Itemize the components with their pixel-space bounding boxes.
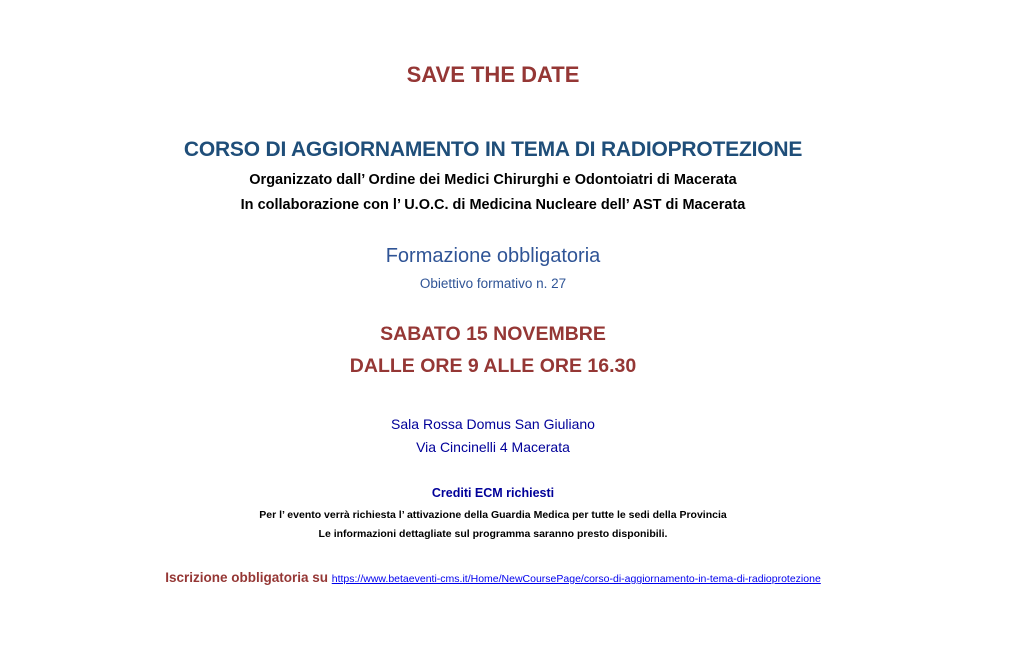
guardia-medica-notice: Per l’ evento verrà richiesta l’ attivazione della Guardia Medica per tutte le sedi della Provincia [259, 509, 727, 521]
registration-link[interactable]: https://www.betaeventi-cms.it/Home/NewCoursePage/corso-di-aggiornamento-in-tema-di-radioprotezione [331, 573, 821, 585]
event-date: SABATO 15 NOVEMBRE [380, 323, 606, 345]
organizer-text: Organizzato dall’ Ordine dei Medici Chirurghi e Odontoiatri di Macerata [249, 172, 737, 188]
training-type: Formazione obbligatoria [385, 245, 601, 267]
ecm-credits: Crediti ECM richiesti [431, 486, 555, 500]
course-title: CORSO DI AGGIORNAMENTO IN TEMA DI RADIOPROTEZIONE [183, 138, 803, 161]
event-time: DALLE ORE 9 ALLE ORE 16.30 [349, 355, 637, 377]
training-objective: Obiettivo formativo n. 27 [419, 276, 567, 291]
registration-label: Iscrizione obbligatoria su [165, 570, 328, 585]
save-the-date-heading: SAVE THE DATE [406, 62, 580, 87]
venue-name: Sala Rossa Domus San Giuliano [391, 416, 595, 432]
program-info-notice: Le informazioni dettagliate sul programma saranno presto disponibili. [318, 528, 668, 540]
venue-address: Via Cincinelli 4 Macerata [416, 439, 570, 455]
registration-line [0, 570, 986, 585]
collaboration-text: In collaborazione con l’ U.O.C. di Medicina Nucleare dell’ AST di Macerata [240, 197, 746, 213]
